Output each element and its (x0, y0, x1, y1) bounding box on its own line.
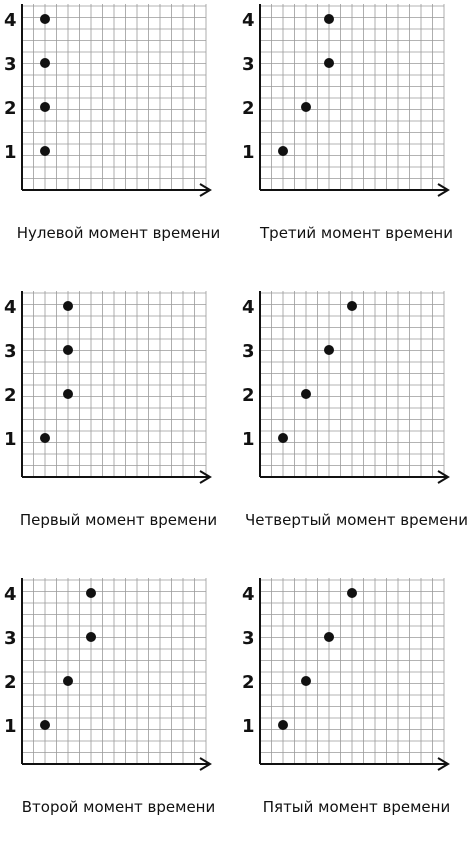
particle-dot (301, 389, 311, 399)
panel-moment-1 (0, 287, 237, 562)
particle-dot (301, 676, 311, 686)
y-label: 3 (4, 54, 17, 75)
y-label: 2 (4, 98, 17, 119)
particle-dot (40, 58, 50, 68)
particle-dot (324, 632, 334, 642)
particle-dot (324, 14, 334, 24)
particle-dot (301, 102, 311, 112)
panel-caption: Второй момент времени (21, 798, 216, 816)
y-label: 2 (4, 385, 17, 406)
y-label: 2 (242, 672, 255, 693)
particle-dot (278, 720, 288, 730)
particle-dot (40, 720, 50, 730)
particle-dot (347, 588, 357, 598)
panel-moment-0 (0, 0, 237, 275)
particle-dot (278, 146, 288, 156)
panel-caption: Нулевой момент времени (16, 224, 221, 242)
particle-dot (63, 389, 73, 399)
y-label: 4 (4, 584, 17, 605)
y-label: 3 (4, 628, 17, 649)
particle-dot (347, 301, 357, 311)
particle-dot (63, 301, 73, 311)
particle-dot (63, 345, 73, 355)
panel-caption: Четвертый момент времени (245, 511, 468, 529)
y-label: 1 (242, 716, 255, 737)
particle-dot (40, 14, 50, 24)
panel-moment-4 (238, 287, 475, 562)
y-label: 3 (4, 341, 17, 362)
particle-dot (86, 588, 96, 598)
particle-dot (86, 632, 96, 642)
y-label: 1 (4, 716, 17, 737)
y-label: 4 (4, 297, 17, 318)
y-label: 1 (242, 142, 255, 163)
y-label: 1 (4, 429, 17, 450)
panel-caption: Третий момент времени (260, 224, 453, 242)
particle-dot (40, 433, 50, 443)
y-label: 3 (242, 628, 255, 649)
y-label: 3 (242, 54, 255, 75)
y-label: 4 (242, 584, 255, 605)
y-label: 4 (242, 10, 255, 31)
particle-dot (278, 433, 288, 443)
y-label: 4 (4, 10, 17, 31)
panel-caption: Пятый момент времени (262, 798, 451, 816)
y-label: 2 (242, 385, 255, 406)
y-label: 4 (242, 297, 255, 318)
panel-moment-3 (238, 0, 475, 275)
particle-dot (40, 102, 50, 112)
particle-dot (40, 146, 50, 156)
particle-dot (324, 58, 334, 68)
y-label: 1 (242, 429, 255, 450)
panel-moment-5 (238, 574, 475, 849)
y-label: 1 (4, 142, 17, 163)
panel-moment-2 (0, 574, 237, 849)
panel-caption: Первый момент времени (19, 511, 218, 529)
y-label: 2 (242, 98, 255, 119)
particle-dot (63, 676, 73, 686)
y-label: 2 (4, 672, 17, 693)
particle-dot (324, 345, 334, 355)
y-label: 3 (242, 341, 255, 362)
